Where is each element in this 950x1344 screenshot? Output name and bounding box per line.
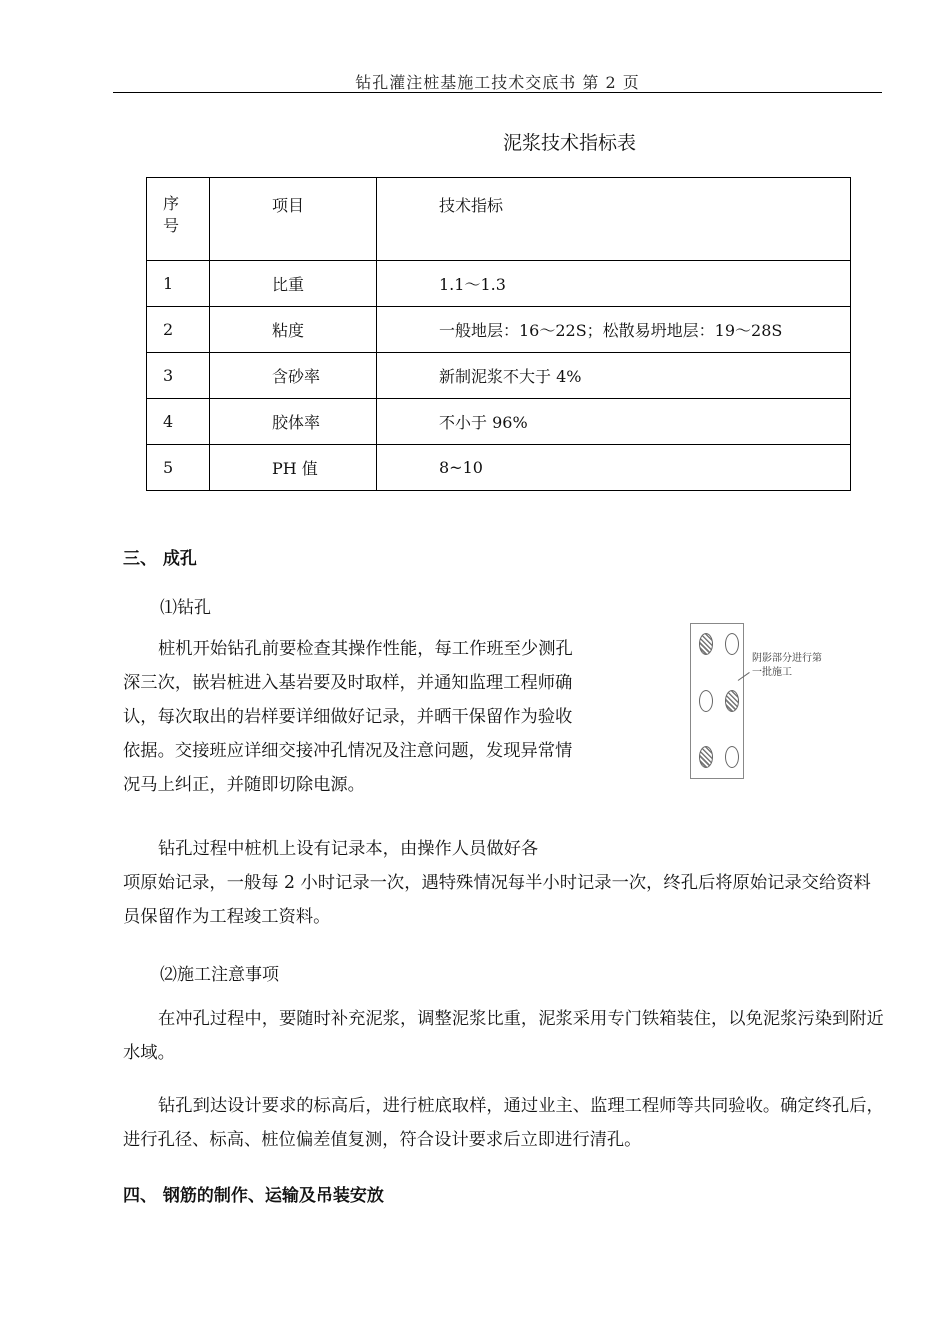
table-title: 泥浆技术指标表	[503, 132, 637, 154]
paragraph-record-2: 项原始记录，一般每 2 小时记录一次，遇特殊情况每半小时记录一次，终孔后将原始记录交给资料员保留作为工程竣工资料。	[123, 873, 871, 927]
row-value: 一般地层：16～22S；松散易坍地层：19～28S	[377, 307, 851, 353]
table-row	[147, 261, 851, 307]
row-value: 新制泥浆不大于 4%	[377, 353, 851, 399]
paragraph-drilling-1: 桩机开始钻孔前要检查其操作性能，每工作班至少测孔深三次，嵌岩桩进入基岩要及时取样，并通知监理工程师确认，每次取出的岩样要详细做好记录，并晒干保留作为验收依据。交接班应详细交接冲孔情况及注意问题，发现异常情况马上纠正，并随即切除电源。	[123, 639, 573, 795]
shaded-hole-icon	[699, 633, 713, 655]
row-no: 1	[147, 261, 210, 307]
mud-spec-table	[146, 177, 851, 491]
figure-note: 阴影部分进行第一批施工	[752, 653, 822, 678]
header-title: 钻孔灌注桩基施工技术交底书 第 2 页	[355, 73, 640, 92]
row-item: PH 值	[210, 445, 377, 491]
hole-icon	[725, 746, 739, 768]
row-value: 8~10	[377, 445, 851, 491]
table-row	[147, 399, 851, 445]
row-item: 比重	[210, 261, 377, 307]
subsection-notes: ⑵施工注意事项	[160, 965, 279, 985]
paragraph-notes-1: 在冲孔过程中，要随时补充泥浆，调整泥浆比重，泥浆采用专门铁箱装住，以免泥浆污染到附近水域。	[123, 1009, 884, 1063]
subsection-drilling: ⑴钻孔	[160, 598, 211, 618]
page-header	[113, 60, 882, 93]
row-item: 粘度	[210, 307, 377, 353]
row-value: 不小于 96%	[377, 399, 851, 445]
table-row	[147, 307, 851, 353]
col-header-no: 序号	[147, 178, 210, 261]
row-no: 4	[147, 399, 210, 445]
table-row	[147, 445, 851, 491]
row-no: 3	[147, 353, 210, 399]
row-item: 含砂率	[210, 353, 377, 399]
table-header-row	[147, 178, 851, 261]
section-3-heading: 三、 成孔	[123, 549, 197, 569]
shaded-hole-icon	[699, 746, 713, 768]
shaded-hole-icon	[725, 690, 739, 712]
hole-icon	[699, 690, 713, 712]
table-row	[147, 353, 851, 399]
row-no: 2	[147, 307, 210, 353]
section-4-heading: 四、 钢筋的制作、运输及吊装安放	[123, 1186, 384, 1206]
paragraph-record-1: 钻孔过程中桩机上设有记录本，由操作人员做好各	[158, 839, 539, 859]
col-header-item: 项目	[210, 178, 377, 261]
col-header-value: 技术指标	[377, 178, 851, 261]
hole-icon	[725, 633, 739, 655]
paragraph-notes-2: 钻孔到达设计要求的标高后，进行桩底取样，通过业主、监理工程师等共同验收。确定终孔后，进行孔径、标高、桩位偏差值复测，符合设计要求后立即进行清孔。	[123, 1096, 884, 1150]
row-value: 1.1～1.3	[377, 261, 851, 307]
pile-layout-figure	[690, 623, 744, 779]
row-no: 5	[147, 445, 210, 491]
row-item: 胶体率	[210, 399, 377, 445]
